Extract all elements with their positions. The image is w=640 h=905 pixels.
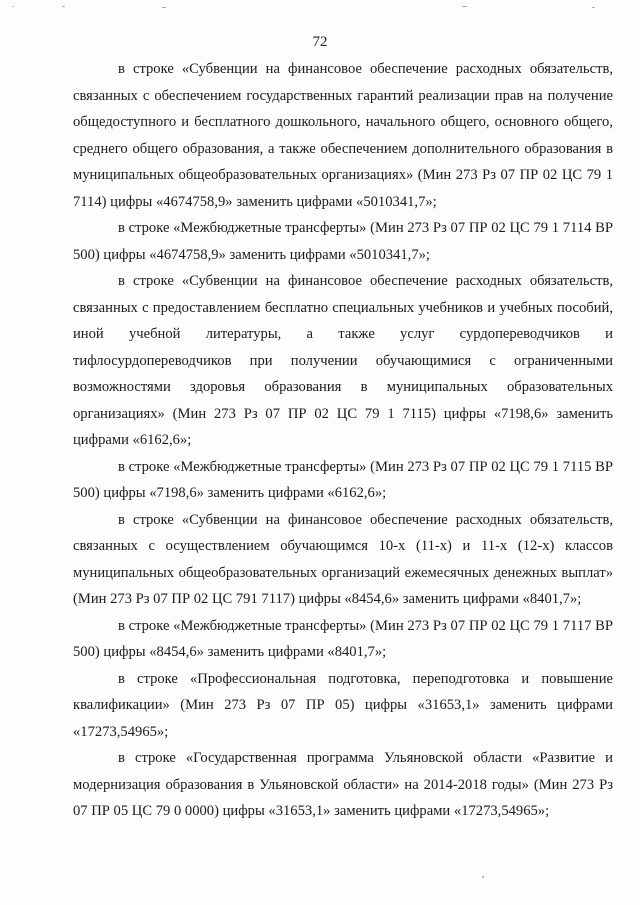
- paragraph-2: в строке «Межбюджетные трансферты» (Мин 273 Рз 07 ПР 02 ЦС 79 1 7114 ВР 500) цифры «4674758,9» заменить цифрами «5010341,7»;: [73, 220, 613, 263]
- document-body: [73, 56, 613, 825]
- paragraph-5: в строке «Субвенции на финансовое обеспечение расходных обязательств, связанных с осуществлением обучающимся 10-х (11-х) и 11-х (12-х) классов муниципальных общеобразовательных организаций ежемесячных денежных выплат» (Мин 273 Рз 07 ПР 02 ЦС 791 7117) цифры «8454,6» заменить цифрами «8401,7»;: [73, 511, 613, 607]
- scan-artifact: [462, 6, 467, 7]
- page-number: 72: [312, 34, 328, 50]
- scan-artifact: [592, 7, 595, 8]
- paragraph-1: в строке «Субвенции на финансовое обеспечение расходных обязательств, связанных с обеспечением государственных гарантий реализации прав на получение общедоступного и бесплатного дошкольного, начального общего, основного общего, среднего общего образования, а также обеспечением дополнительного образования в муниципальных общеобразовательных организациях» (Мин 273 Рз 07 ПР 02 ЦС 79 1 7114) цифры «4674758,9» заменить цифрами «5010341,7»;: [73, 61, 613, 210]
- scan-artifact: [12, 6, 14, 7]
- paragraph-7: в строке «Профессиональная подготовка, переподготовка и повышение квалификации» (Мин 273 Рз 07 ПР 05) цифры «31653,1» заменить цифрами «17273,54965»;: [73, 670, 613, 740]
- scan-artifact: [482, 876, 484, 878]
- paragraph-6: в строке «Межбюджетные трансферты» (Мин 273 Рз 07 ПР 02 ЦС 79 1 7117 ВР 500) цифры «8454,6» заменить цифрами «8401,7»;: [73, 617, 613, 660]
- scan-artifact: [162, 7, 166, 8]
- paragraph-8: в строке «Государственная программа Ульяновской области «Развитие и модернизация образования в Ульяновской области» на 2014-2018 годы» (Мин 273 Рз 07 ПР 05 ЦС 79 0 0000) цифры «31653,1» заменить цифрами «17273,54965»;: [73, 750, 613, 819]
- paragraph-3: в строке «Субвенции на финансовое обеспечение расходных обязательств, связанных с предоставлением бесплатно специальных учебников и учебных пособий, иной учебной литературы, а также услуг сурдопереводчиков и тифлосурдопереводчиков при получении обучающимися с ограниченными возможностями здоровья образования в муниципальных образовательных организациях» (Мин 273 Рз 07 ПР 02 ЦС 79 1 7115) цифры «7198,6» заменить цифрами «6162,6»;: [73, 273, 613, 448]
- scan-artifact: [62, 6, 65, 7]
- paragraph-4: в строке «Межбюджетные трансферты» (Мин 273 Рз 07 ПР 02 ЦС 79 1 7115 ВР 500) цифры «7198,6» заменить цифрами «6162,6»;: [73, 458, 613, 501]
